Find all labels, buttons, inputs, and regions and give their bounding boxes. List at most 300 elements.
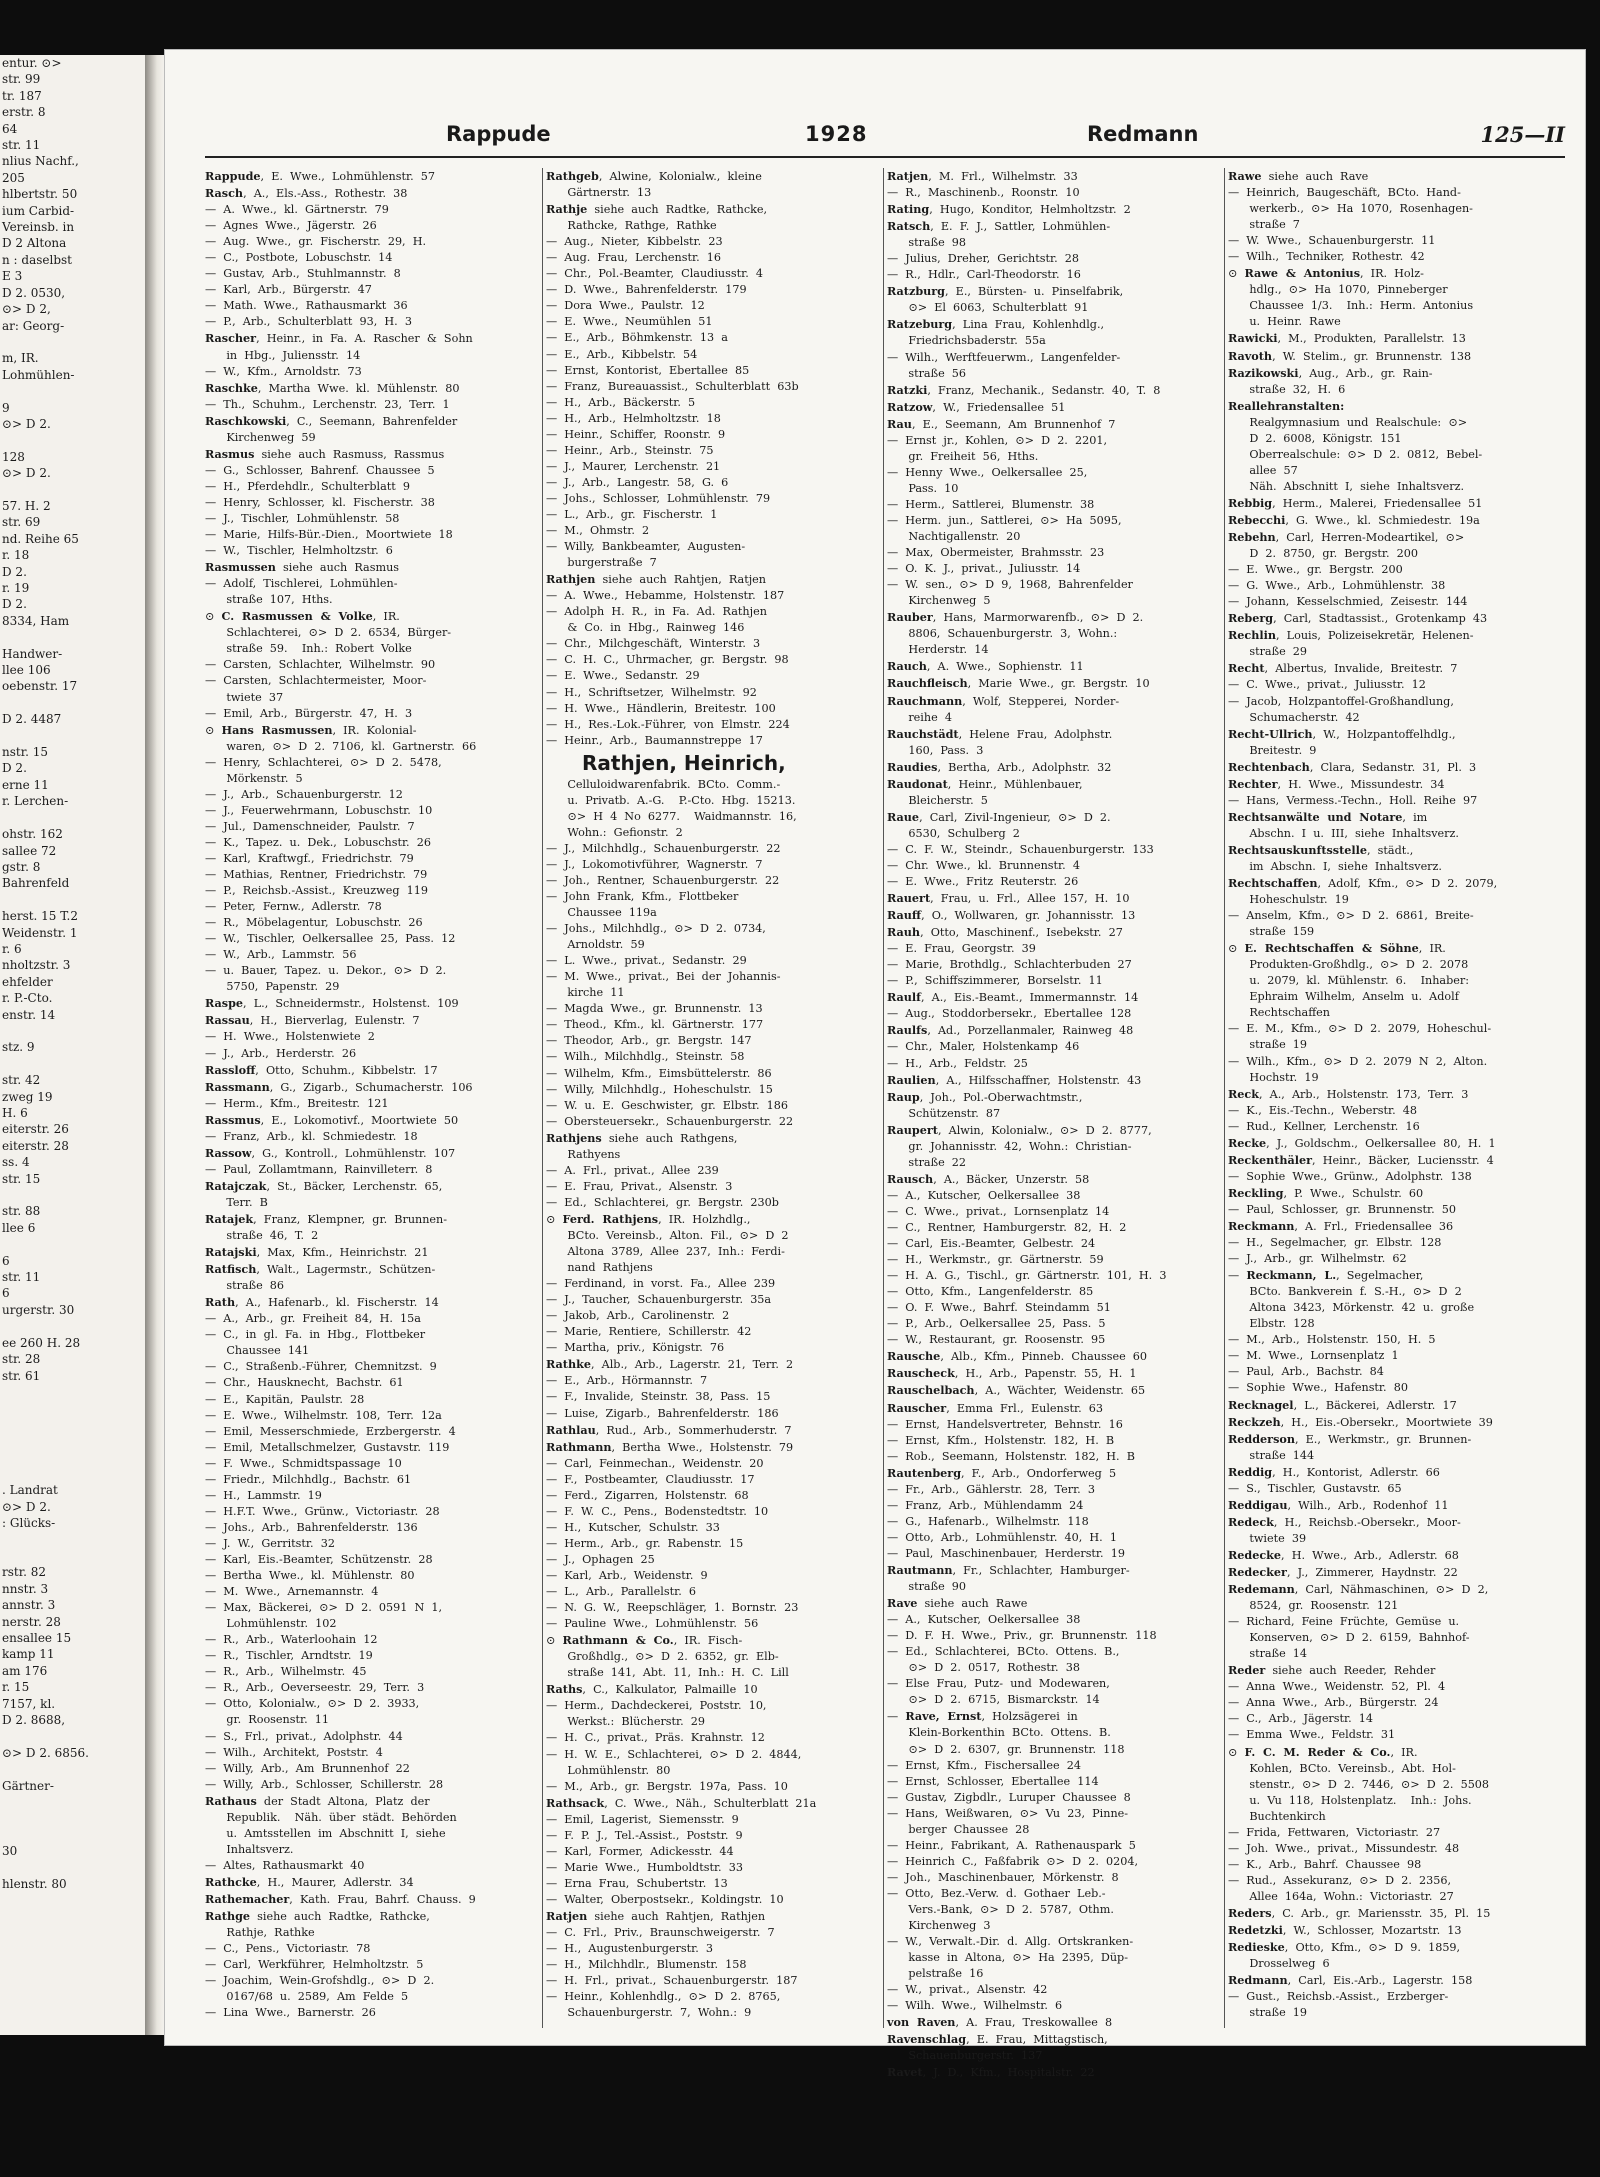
directory-entry-continuation: — Rud., Kellner, Lerchenstr. 16 (1228, 1119, 1420, 1133)
directory-entry-continuation: — C., Pens., Victoriastr. 78 (205, 1942, 371, 1956)
directory-entry-continuation: — Rob., Seemann, Holstenstr. 182, H. B (887, 1449, 1135, 1463)
directory-entry: Redemann, Carl, Nähmaschinen, ⊙> D 2, (1228, 1582, 1489, 1597)
directory-entry-continuation: Rathje, Rathke (205, 1926, 315, 1940)
directory-entry-continuation: Buchtenkirch (1228, 1809, 1326, 1823)
directory-entry-continuation: — M., Ohmstr. 2 (546, 524, 650, 538)
directory-entry-continuation: — J., Feuerwehrmann, Lobuschstr. 10 (205, 803, 433, 817)
directory-entry-continuation: waren, ⊙> D 2. 7106, kl. Gartnerstr. 66 (205, 739, 477, 753)
directory-entry-continuation: — H. Frl., privat., Schauenburgerstr. 187 (546, 1974, 798, 1988)
directory-entry-continuation: — A., Kutscher, Oelkersallee 38 (887, 1188, 1081, 1202)
directory-entry-continuation: Oberrealschule: ⊙> D 2. 0812, Bebel- (1228, 447, 1483, 461)
previous-page-text-fragment: ⊙> D 2. (2, 416, 51, 431)
previous-page-text-fragment: ss. 4 (2, 1155, 30, 1170)
directory-entry-continuation: — P., Schiffszimmerer, Borselstr. 11 (887, 974, 1103, 988)
directory-entry: ⊙ Ferd. Rathjens, IR. Holzhdlg., (546, 1211, 751, 1226)
directory-entry-continuation: — Pauline Wwe., Lohmühlenstr. 56 (546, 1617, 759, 1631)
previous-page-text-fragment: annstr. 3 (2, 1598, 56, 1613)
previous-page-text-fragment: ⊙> D 2. 6856. (2, 1745, 89, 1760)
directory-entry-continuation: — Heinr., Arb., Steinstr. 75 (546, 443, 714, 457)
directory-entry-continuation: Kohlen, BCto. Vereinsb., Abt. Hol- (1228, 1761, 1456, 1775)
previous-page-text-fragment: 6 (2, 1286, 10, 1301)
previous-page-text-fragment: D 2. (2, 564, 27, 579)
directory-entry-continuation: — Chr., Milchgeschäft, Winterstr. 3 (546, 637, 761, 651)
previous-page-text-fragment: D 2. 8688, (2, 1713, 66, 1728)
previous-page-text-fragment: str. 69 (2, 515, 41, 530)
directory-entry-continuation: Vers.-Bank, ⊙> D 2. 5787, Othm. (887, 1902, 1114, 1916)
directory-entry-continuation: — W., Tischler, Oelkersallee 25, Pass. 12 (205, 932, 456, 946)
directory-entry-continuation: & Co. in Hbg., Rainweg 146 (546, 621, 745, 635)
previous-page-fragment (0, 55, 148, 2035)
directory-entry: Raup, Joh., Pol.-Oberwachtmstr., (887, 1089, 1083, 1104)
directory-entry: Rathcke, H., Maurer, Adlerstr. 34 (205, 1874, 414, 1889)
directory-entry-continuation: — C. Frl., Priv., Braunschweigerstr. 7 (546, 1926, 775, 1940)
directory-entry: Redecker, J., Zimmerer, Haydnstr. 22 (1228, 1564, 1458, 1579)
directory-entry: Raths, C., Kalkulator, Palmaille 10 (546, 1682, 758, 1697)
previous-page-text-fragment: r. 15 (2, 1680, 30, 1695)
directory-entry-continuation: — K., Eis.-Techn., Weberstr. 48 (1228, 1103, 1418, 1117)
previous-page-text-fragment (0, 482, 145, 498)
directory-entry-continuation: — Sophie Wwe., Grünw., Adolphstr. 138 (1228, 1169, 1472, 1183)
directory-columns (205, 168, 1565, 2080)
directory-entry-continuation: — R., Arb., Oeverseestr. 29, Terr. 3 (205, 1681, 425, 1695)
directory-entry: Recht, Albertus, Invalide, Breitestr. 7 (1228, 661, 1458, 676)
directory-entry-continuation: Rechtschaffen (1228, 1006, 1331, 1020)
directory-entry-continuation: — H., Pferdehdlr., Schulterblatt 9 (205, 479, 411, 493)
directory-entry-continuation: — Anna Wwe., Arb., Bürgerstr. 24 (1228, 1696, 1439, 1710)
directory-entry-continuation: straße 59. Inh.: Robert Volke (205, 642, 412, 656)
directory-entry-continuation: — E. Wwe., gr. Bergstr. 200 (1228, 563, 1403, 577)
directory-entry-continuation: 0167/68 u. 2589, Am Felde 5 (205, 1990, 409, 2004)
previous-page-text-fragment (0, 1384, 145, 1400)
directory-entry-continuation: — Willy, Arb., Am Brunnenhof 22 (205, 1761, 410, 1775)
directory-entry-continuation: Chaussee 119a (546, 906, 657, 920)
directory-entry: Raulf, A., Eis.-Beamt., Immermannstr. 14 (887, 990, 1139, 1005)
directory-entry: Rebehn, Carl, Herren-Modeartikel, ⊙> (1228, 530, 1465, 545)
previous-page-text-fragment (0, 1827, 145, 1843)
directory-entry: Raupert, Alwin, Kolonialw., ⊙> D 2. 8777, (887, 1122, 1152, 1137)
previous-page-text-fragment: zweg 19 (2, 1089, 53, 1104)
directory-entry-continuation: — Otto, Kolonialw., ⊙> D 2. 3933, (205, 1697, 420, 1711)
directory-entry: Redderson, E., Werkmstr., gr. Brunnen- (1228, 1431, 1472, 1446)
directory-entry: Rassau, H., Bierverlag, Eulenstr. 7 (205, 1013, 420, 1028)
directory-entry-continuation: — Carl, Eis.-Beamter, Gelbestr. 24 (887, 1237, 1096, 1251)
directory-entry-continuation: — Paul, Arb., Bachstr. 84 (1228, 1365, 1384, 1379)
directory-entry-continuation: — Paul, Maschinenbauer, Herderstr. 19 (887, 1546, 1125, 1560)
directory-entry-continuation: D 2. 6008, Königstr. 151 (1228, 431, 1402, 445)
directory-entry-continuation: — H., Res.-Lok.-Führer, von Elmstr. 224 (546, 717, 790, 731)
directory-entry-continuation: gr. Roosenstr. 11 (205, 1713, 330, 1727)
previous-page-text-fragment: D 2. 4487 (2, 712, 62, 727)
previous-page-text-fragment: am 176 (2, 1663, 48, 1678)
previous-page-text-fragment: sallee 72 (2, 843, 57, 858)
directory-entry-continuation: — Martha, priv., Königstr. 76 (546, 1341, 725, 1355)
directory-entry: Recknagel, L., Bäckerei, Adlerstr. 17 (1228, 1397, 1457, 1412)
directory-entry: ⊙ Hans Rasmussen, IR. Kolonial- (205, 722, 417, 737)
directory-entry-continuation: — Franz, Arb., Mühlendamm 24 (887, 1498, 1084, 1512)
directory-entry-continuation: — C. H. C., Uhrmacher, gr. Bergstr. 98 (546, 653, 789, 667)
directory-entry-continuation: Nachtigallenstr. 20 (887, 530, 1021, 544)
directory-entry-continuation: twiete 39 (1228, 1531, 1307, 1545)
directory-entry-continuation: — S., Tischler, Gustavstr. 65 (1228, 1481, 1402, 1495)
previous-page-text-fragment: r. 19 (2, 581, 30, 595)
directory-entry-continuation: — H., Augustenburgerstr. 3 (546, 1942, 713, 1956)
directory-entry-continuation: — Ernst, Kfm., Fischersallee 24 (887, 1758, 1081, 1772)
directory-entry-continuation: — Willy, Arb., Schlosser, Schillerstr. 28 (205, 1777, 444, 1791)
directory-entry: Rauh, Otto, Maschinenf., Isebekstr. 27 (887, 925, 1123, 940)
directory-entry-continuation: — H., Arb., Bäckerstr. 5 (546, 395, 696, 409)
previous-page-text-fragment (0, 1761, 145, 1777)
directory-entry-continuation: — Ed., Schlachterei, BCto. Ottens. B., (887, 1645, 1120, 1659)
directory-entry-continuation: — Otto, Bez.-Verw. d. Gothaer Leb.- (887, 1886, 1106, 1900)
previous-page-text-fragment: eiterstr. 26 (2, 1122, 69, 1137)
directory-entry: Reberg, Carl, Stadtassist., Grotenkamp 43 (1228, 611, 1488, 626)
directory-entry-continuation: straße 90 (887, 1580, 967, 1594)
directory-entry-continuation: — C. Wwe., privat., Lornsenplatz 14 (887, 1204, 1110, 1218)
directory-entry: Raue, Carl, Zivil-Ingenieur, ⊙> D 2. (887, 809, 1111, 824)
previous-page-text-fragment (0, 629, 145, 645)
directory-entry: Raudies, Bertha, Arb., Adolphstr. 32 (887, 759, 1112, 774)
previous-page-text-fragment: ium Carbid- (2, 203, 75, 218)
directory-entry: Razikowski, Aug., Arb., gr. Rain- (1228, 365, 1433, 380)
directory-entry-continuation: — Else Frau, Putz- und Modewaren, (887, 1677, 1110, 1691)
header-rule (205, 156, 1565, 158)
directory-entry-continuation: ⊙> D 2. 6715, Bismarckstr. 14 (887, 1693, 1100, 1707)
directory-entry-continuation: — Herm., Kfm., Breitestr. 121 (205, 1096, 389, 1110)
directory-entry: Rappude, E. Wwe., Lohmühlenstr. 57 (205, 169, 436, 183)
previous-page-text-fragment (0, 1466, 145, 1482)
directory-entry: Redmann, Carl, Eis.-Arb., Lagerstr. 158 (1228, 1973, 1473, 1988)
directory-entry-continuation: — W. Wwe., Schauenburgerstr. 11 (1228, 234, 1436, 248)
directory-entry: Rauscheck, H., Arb., Papenstr. 55, H. 1 (887, 1366, 1137, 1381)
previous-page-text-fragment: ar: Georg- (2, 318, 65, 333)
previous-page-text-fragment: Handwer- (2, 646, 63, 661)
directory-entry-continuation: — J., Arb., Langestr. 58, G. 6 (546, 475, 729, 489)
directory-entry-continuation: — Paul, Zollamtmann, Rainvilleterr. 8 (205, 1162, 433, 1176)
directory-entry-continuation: — u. Bauer, Tapez. u. Dekor., ⊙> D 2. (205, 964, 447, 978)
directory-entry: Rathgeb, Alwine, Kolonialw., kleine (546, 169, 762, 183)
directory-entry-continuation: straße 159 (1228, 925, 1315, 939)
previous-page-text-fragment: str. 88 (2, 1204, 41, 1219)
previous-page-text-fragment: r. 18 (2, 548, 30, 563)
previous-page-text-fragment: D 2. (2, 761, 27, 776)
directory-entry-continuation: u. Heinr. Rawe (1228, 315, 1341, 329)
directory-entry-continuation: u. Privatb. A.-G. P.-Cto. Hbg. 15213. (546, 793, 796, 807)
directory-entry-continuation: Allee 164a, Wohn.: Victoriastr. 27 (1228, 1889, 1454, 1903)
directory-entry-continuation: Produkten-Großhdlg., ⊙> D 2. 2078 (1228, 958, 1469, 972)
directory-entry-continuation: — H., Arb., Helmholtzstr. 18 (546, 411, 721, 425)
directory-entry-continuation: — Heinrich, Baugeschäft, BCto. Hand- (1228, 186, 1461, 200)
previous-page-text-fragment: str. 61 (2, 1368, 41, 1383)
previous-page-text-fragment: oebenstr. 17 (2, 679, 78, 694)
directory-entry-continuation: — Johs., Schlosser, Lohmühlenstr. 79 (546, 491, 771, 505)
directory-entry-continuation: — H., Schriftsetzer, Wilhelmstr. 92 (546, 685, 757, 699)
directory-entry: Redecke, H. Wwe., Arb., Adlerstr. 68 (1228, 1547, 1459, 1562)
directory-entry-continuation: — John Frank, Kfm., Flottbeker (546, 890, 739, 904)
column-1 (205, 168, 539, 2028)
directory-entry-continuation: — Jul., Damenschneider, Paulstr. 7 (205, 819, 415, 833)
directory-entry: Ratfisch, Walt., Lagermstr., Schützen- (205, 1262, 436, 1277)
previous-page-text-fragment: erne 11 (2, 777, 49, 792)
previous-page-text-fragment: llee 106 (2, 663, 51, 678)
directory-entry-continuation: — L., Arb., gr. Fischerstr. 1 (546, 507, 718, 521)
directory-entry-continuation: Chaussee 141 (205, 1344, 310, 1358)
previous-page-text-fragment: nholtzstr. 3 (2, 958, 71, 973)
directory-entry-continuation: — Wilh. Wwe., Wilhelmstr. 6 (887, 1999, 1063, 2013)
directory-entry-continuation: reihe 4 (887, 710, 952, 724)
directory-entry-continuation: Klein-Borkenthin BCto. Ottens. B. (887, 1726, 1111, 1740)
directory-entry-continuation: — Lina Wwe., Barnerstr. 26 (205, 2006, 376, 2020)
previous-page-text-fragment: ohstr. 162 (2, 827, 63, 842)
directory-entry-continuation: — Paul, Schlosser, gr. Brunnenstr. 50 (1228, 1202, 1457, 1216)
directory-entry-continuation: — O. F. Wwe., Bahrf. Steindamm 51 (887, 1301, 1111, 1315)
directory-entry-continuation: — Joh. Wwe., privat., Missundestr. 48 (1228, 1841, 1460, 1855)
previous-page-text-fragment: llee 6 (2, 1220, 36, 1235)
previous-page-text-fragment (0, 1548, 145, 1564)
previous-page-text-fragment: nerstr. 28 (2, 1614, 61, 1629)
previous-page-text-fragment: Bahrenfeld (2, 876, 70, 891)
previous-page-text-fragment: gstr. 8 (2, 859, 41, 874)
directory-entry-continuation: Kirchenweg 59 (205, 430, 316, 444)
previous-page-text-fragment: str. 99 (2, 72, 41, 87)
directory-entry-continuation: — Richard, Feine Früchte, Gemüse u. (1228, 1615, 1460, 1629)
directory-entry: Raschke, Martha Wwe. kl. Mühlenstr. 80 (205, 380, 460, 395)
directory-entry: Rathlau, Rud., Arb., Sommerhuderstr. 7 (546, 1422, 792, 1437)
directory-entry-continuation: — Ernst, Kfm., Holstenstr. 182, H. B (887, 1433, 1115, 1447)
directory-entry-continuation: — E. Wwe., Fritz Reuterstr. 26 (887, 875, 1079, 889)
previous-page-text-fragment: 57. H. 2 (2, 498, 51, 513)
directory-entry-continuation: Näh. Abschnitt I, siehe Inhaltsverz. (1228, 479, 1465, 493)
directory-entry: Rauscher, Emma Frl., Eulenstr. 63 (887, 1400, 1103, 1415)
directory-entry: ⊙ E. Rechtschaffen & Söhne, IR. (1228, 941, 1446, 956)
directory-entry-continuation: — Anna Wwe., Weidenstr. 52, Pl. 4 (1228, 1680, 1446, 1694)
previous-page-text-fragment: D 2. 0530, (2, 285, 66, 300)
directory-entry-continuation: — J. W., Gerritstr. 32 (205, 1536, 335, 1550)
directory-entry: Reckenthäler, Heinr., Bäcker, Luciensstr. 4 (1228, 1152, 1494, 1167)
directory-entry: Rau, E., Seemann, Am Brunnenhof 7 (887, 416, 1116, 431)
directory-entry-continuation: — Adolph H. R., in Fa. Ad. Rathjen (546, 605, 767, 619)
directory-entry-continuation: straße 144 (1228, 1448, 1315, 1462)
directory-entry-continuation: Kirchenweg 5 (887, 594, 991, 608)
directory-entry-continuation: — H. W. E., Schlachterei, ⊙> D 2. 4844, (546, 1747, 802, 1761)
directory-entry: Ratzow, W., Friedensallee 51 (887, 399, 1066, 414)
directory-entry: Rathje siehe auch Radtke, Rathcke, (546, 202, 768, 217)
previous-page-text-fragment (0, 334, 145, 350)
previous-page-text-fragment: nnstr. 3 (2, 1581, 49, 1596)
directory-entry-continuation: in Hbg., Juliensstr. 14 (205, 348, 361, 362)
directory-entry-continuation: — Heinr., Schiffer, Roonstr. 9 (546, 427, 726, 441)
directory-entry-continuation: straße 19 (1228, 2006, 1308, 2020)
directory-entry: Ratajski, Max, Kfm., Heinrichstr. 21 (205, 1245, 429, 1260)
previous-page-text-fragment: ehfelder (2, 974, 53, 989)
directory-entry-continuation: Schumacherstr. 42 (1228, 710, 1360, 724)
directory-entry-continuation: — Franz, Bureauassist., Schulterblatt 63b (546, 379, 799, 393)
directory-entry-continuation: Lohmühlenstr. 102 (205, 1617, 337, 1631)
directory-entry-continuation: Republik. Näh. über städt. Behörden (205, 1810, 457, 1824)
previous-page-text-fragment (0, 1433, 145, 1449)
previous-page-text-fragment: . Landrat (2, 1483, 58, 1498)
previous-page-text-fragment: kamp 11 (2, 1647, 55, 1662)
directory-entry: Rath, A., Hafenarb., kl. Fischerstr. 14 (205, 1295, 439, 1310)
directory-entry-continuation: — Franz, Arb., kl. Schmiedestr. 18 (205, 1129, 418, 1143)
directory-entry-continuation: — Gust., Reichsb.-Assist., Erzberger- (1228, 1990, 1449, 2004)
directory-entry-continuation: — D. F. H. Wwe., Priv., gr. Brunnenstr. 118 (887, 1629, 1157, 1643)
directory-entry-continuation: — Ernst, Kontorist, Ebertallee 85 (546, 363, 750, 377)
directory-entry-continuation: Elbstr. 128 (1228, 1317, 1315, 1331)
directory-entry-continuation: — Rud., Assekuranz, ⊙> D 2. 2356, (1228, 1873, 1452, 1887)
directory-entry-continuation: — A., Arb., gr. Freiheit 84, H. 15a (205, 1312, 421, 1326)
previous-page-text-fragment: 128 (2, 449, 25, 464)
directory-entry: Ravenschlag, E. Frau, Mittagstisch, (887, 2032, 1108, 2047)
previous-page-text-fragment: enstr. 14 (2, 1007, 56, 1022)
directory-entry-continuation: BCto. Vereinsb., Alton. Fil., ⊙> D 2 (546, 1229, 789, 1242)
directory-entry-continuation: — Ferdinand, in vorst. Fa., Allee 239 (546, 1277, 776, 1291)
directory-entry-continuation: — A. Wwe., Hebamme, Holstenstr. 187 (546, 589, 785, 603)
directory-entry-continuation: — Ed., Schlachterei, gr. Bergstr. 230b (546, 1195, 779, 1209)
directory-entry: Rassmus, E., Lokomotivf., Moortwiete 50 (205, 1112, 459, 1127)
directory-entry: Ravet, J. D., Kfm., Hospitalstr. 22 (887, 2065, 1095, 2080)
previous-page-text-fragment: nd. Reihe 65 (2, 531, 79, 546)
directory-entry-continuation: — R., Arb., Wilhelmstr. 45 (205, 1665, 367, 1679)
directory-entry-continuation: — W., Restaurant, gr. Roosenstr. 95 (887, 1333, 1106, 1347)
directory-entry-continuation: allee 57 (1228, 463, 1298, 477)
directory-entry-continuation: — Marie, Rentiere, Schillerstr. 42 (546, 1325, 752, 1339)
directory-entry-continuation: — Agnes Wwe., Jägerstr. 26 (205, 219, 377, 233)
directory-entry-continuation: — A. Wwe., kl. Gärtnerstr. 79 (205, 203, 389, 217)
directory-entry-continuation: — Wilh., Architekt, Poststr. 4 (205, 1745, 383, 1759)
directory-entry-continuation: — Adolf, Tischlerei, Lohmühlen- (205, 577, 398, 591)
previous-page-text-fragment: Lohmühlen- (2, 367, 75, 382)
directory-entry-continuation: — H. Wwe., Holstenwiete 2 (205, 1030, 375, 1044)
directory-entry-continuation: Breitestr. 9 (1228, 743, 1317, 757)
directory-entry: Ratsch, E. F. J., Sattler, Lohmühlen- (887, 219, 1111, 234)
book-gutter (145, 55, 165, 2035)
directory-entry: Ratajczak, St., Bäcker, Lerchenstr. 65, (205, 1178, 443, 1193)
directory-entry-continuation: — Henny Wwe., Oelkersallee 25, (887, 465, 1088, 479)
directory-entry-continuation: Herderstr. 14 (887, 643, 989, 657)
previous-page-text-fragment: m, IR. (2, 351, 39, 366)
directory-entry-continuation: — Otto, Arb., Lohmühlenstr. 40, H. 1 (887, 1530, 1117, 1544)
column-divider (883, 168, 884, 2028)
previous-page-text-fragment: ⊙> D 2, (2, 302, 51, 317)
directory-entry-continuation: — A., Kutscher, Oelkersallee 38 (887, 1613, 1081, 1627)
directory-entry-continuation: — N. G. W., Reepschläger, 1. Bornstr. 23 (546, 1601, 799, 1615)
directory-entry-continuation: gr. Freiheit 56, Hths. (887, 449, 1039, 463)
directory-entry: Reddigau, Wilh., Arb., Rodenhof 11 (1228, 1497, 1449, 1512)
directory-entry-continuation: — Chr., Hausknecht, Bachstr. 61 (205, 1376, 404, 1390)
directory-entry-continuation: straße 56 (887, 366, 967, 380)
directory-entry-continuation: — Ferd., Zigarren, Holstenstr. 68 (546, 1488, 749, 1502)
directory-entry-continuation: — H., Arb., Feldstr. 25 (887, 1056, 1028, 1070)
previous-page-text-fragment (0, 1450, 145, 1466)
directory-entry-continuation: — Heinr., Arb., Baumannstreppe 17 (546, 733, 763, 747)
column-3 (887, 168, 1221, 2080)
directory-entry-continuation: — Aug. Frau, Lerchenstr. 16 (546, 251, 722, 265)
directory-entry-continuation: Rathcke, Rathge, Rathke (546, 219, 717, 233)
directory-entry-continuation: — Wilh., Kfm., ⊙> D 2. 2079 N 2, Alton. (1228, 1054, 1488, 1068)
directory-entry-continuation: — Luise, Zigarb., Bahrenfelderstr. 186 (546, 1406, 779, 1420)
previous-page-text-fragment (0, 1187, 145, 1203)
directory-entry: Rave siehe auch Rawe (887, 1596, 1028, 1611)
directory-entry-continuation: — Aug., Nieter, Kibbelstr. 23 (546, 235, 723, 249)
directory-entry-continuation: — Heinr., Kohlenhdlg., ⊙> D 2. 8765, (546, 1990, 781, 2004)
directory-entry-continuation: — Julius, Dreher, Gerichtstr. 28 (887, 252, 1080, 266)
directory-entry-continuation: — Th., Schuhm., Lerchenstr. 23, Terr. 1 (205, 397, 450, 411)
directory-entry-continuation: Abschn. I u. III, siehe Inhaltsverz. (1228, 826, 1459, 840)
directory-entry-continuation: — R., Maschinenb., Roonstr. 10 (887, 186, 1080, 200)
directory-entry-continuation: — C., in gl. Fa. in Hbg., Flottbeker (205, 1328, 426, 1342)
directory-entry-continuation: — P., Reichsb.-Assist., Kreuzweg 119 (205, 884, 428, 898)
previous-page-text-fragment: Vereinsb. in (2, 220, 75, 235)
directory-entry: Rassmann, G., Zigarb., Schumacherstr. 106 (205, 1079, 473, 1094)
directory-entry-continuation: — Reckmann, L., Segelmacher, (1228, 1268, 1424, 1283)
directory-entry-continuation: ⊙> D 2. 0517, Rothestr. 38 (887, 1661, 1080, 1675)
directory-entry-continuation: — Carl, Werkführer, Helmholtzstr. 5 (205, 1958, 424, 1972)
directory-entry-continuation: — Wilh., Techniker, Rothestr. 42 (1228, 250, 1425, 264)
directory-entry-continuation: — Marie, Brothdlg., Schlachterbuden 27 (887, 958, 1132, 972)
directory-entry: Rauchstädt, Helene Frau, Adolphstr. (887, 726, 1113, 741)
column-4 (1228, 168, 1562, 2028)
directory-entry: Ratjen siehe auch Rahtjen, Rathjen (546, 1908, 766, 1923)
previous-page-text-fragment: nstr. 15 (2, 745, 49, 760)
previous-page-text-fragment: Weidenstr. 1 (2, 925, 78, 940)
directory-entry: Recht-Ullrich, W., Holzpantoffelhdlg., (1228, 726, 1456, 741)
directory-entry-continuation: Realgymnasium und Realschule: ⊙> (1228, 415, 1468, 429)
directory-entry: Redieske, Otto, Kfm., ⊙> D 9. 1859, (1228, 1940, 1461, 1955)
directory-entry-continuation: — H., Milchhdlr., Blumenstr. 158 (546, 1958, 747, 1972)
previous-page-text-fragment: str. 28 (2, 1352, 41, 1367)
directory-entry: Rebbig, Herm., Malerei, Friedensallee 51 (1228, 495, 1483, 510)
directory-entry-continuation: — Wilhelm, Kfm., Eimsbüttelerstr. 86 (546, 1066, 772, 1080)
directory-entry-continuation: — W. u. E. Geschwister, gr. Elbstr. 186 (546, 1098, 789, 1112)
directory-entry-continuation: — Willy, Bankbeamter, Augusten- (546, 540, 746, 554)
previous-page-text-fragment: 6 (2, 1253, 10, 1268)
column-2 (546, 168, 880, 2028)
directory-entry: ⊙ Rawe & Antonius, IR. Holz- (1228, 266, 1424, 281)
directory-entry: Ratzki, Franz, Mechanik., Sedanstr. 40, T. 8 (887, 382, 1161, 397)
directory-entry-continuation: — H., Segelmacher, gr. Elbstr. 128 (1228, 1236, 1442, 1250)
directory-entry-continuation: — F. W. C., Pens., Bodenstedtstr. 10 (546, 1504, 769, 1518)
previous-page-text-fragment: str. 11 (2, 1270, 41, 1285)
previous-page-text-fragment: D 2 Altona (2, 236, 67, 251)
directory-entry-continuation: straße 14 (1228, 1647, 1308, 1661)
previous-page-text-fragment (0, 383, 145, 399)
directory-entry: Rathsack, C. Wwe., Näh., Schulterblatt 21a (546, 1795, 817, 1810)
directory-entry-continuation: D 2. 8750, gr. Bergstr. 200 (1228, 547, 1419, 561)
directory-entry-continuation: Gärtnerstr. 13 (546, 186, 652, 200)
directory-entry-continuation: — Magda Wwe., gr. Brunnenstr. 13 (546, 1002, 763, 1016)
directory-entry-continuation: — Karl, Former, Adickesstr. 44 (546, 1844, 734, 1858)
directory-entry-continuation: — J., Arb., Herderstr. 26 (205, 1046, 357, 1060)
previous-page-text-fragment (0, 1056, 145, 1072)
previous-page-text-fragment: hlenstr. 80 (2, 1877, 67, 1892)
directory-entry: Rathjen siehe auch Rahtjen, Ratjen (546, 572, 767, 587)
directory-entry-continuation: Bleicherstr. 5 (887, 793, 988, 807)
previous-page-text-fragment: 7157, kl. (2, 1696, 56, 1711)
previous-page-text-fragment: urgerstr. 30 (2, 1302, 75, 1317)
directory-entry-continuation: — Gustav, Arb., Stuhlmannstr. 8 (205, 267, 401, 281)
directory-entry-continuation: Rathyens (546, 1147, 621, 1161)
directory-entry-continuation: Drosselweg 6 (1228, 1957, 1330, 1971)
directory-entry-continuation: straße 7 (1228, 218, 1300, 232)
previous-page-text-fragment: 9 (2, 400, 10, 415)
directory-entry: Rauch, A. Wwe., Sophienstr. 11 (887, 659, 1084, 674)
directory-entry-continuation: twiete 37 (205, 690, 284, 704)
directory-entry: Reallehranstalten: (1228, 398, 1345, 413)
directory-entry-continuation: — Rave, Ernst, Holzsägerei in (887, 1709, 1078, 1724)
directory-entry: Reddig, H., Kontorist, Adlerstr. 66 (1228, 1464, 1440, 1479)
directory-entry-continuation: — Marie Wwe., Humboldtstr. 33 (546, 1860, 743, 1874)
directory-entry-continuation: Wohn.: Gefionstr. 2 (546, 825, 683, 839)
